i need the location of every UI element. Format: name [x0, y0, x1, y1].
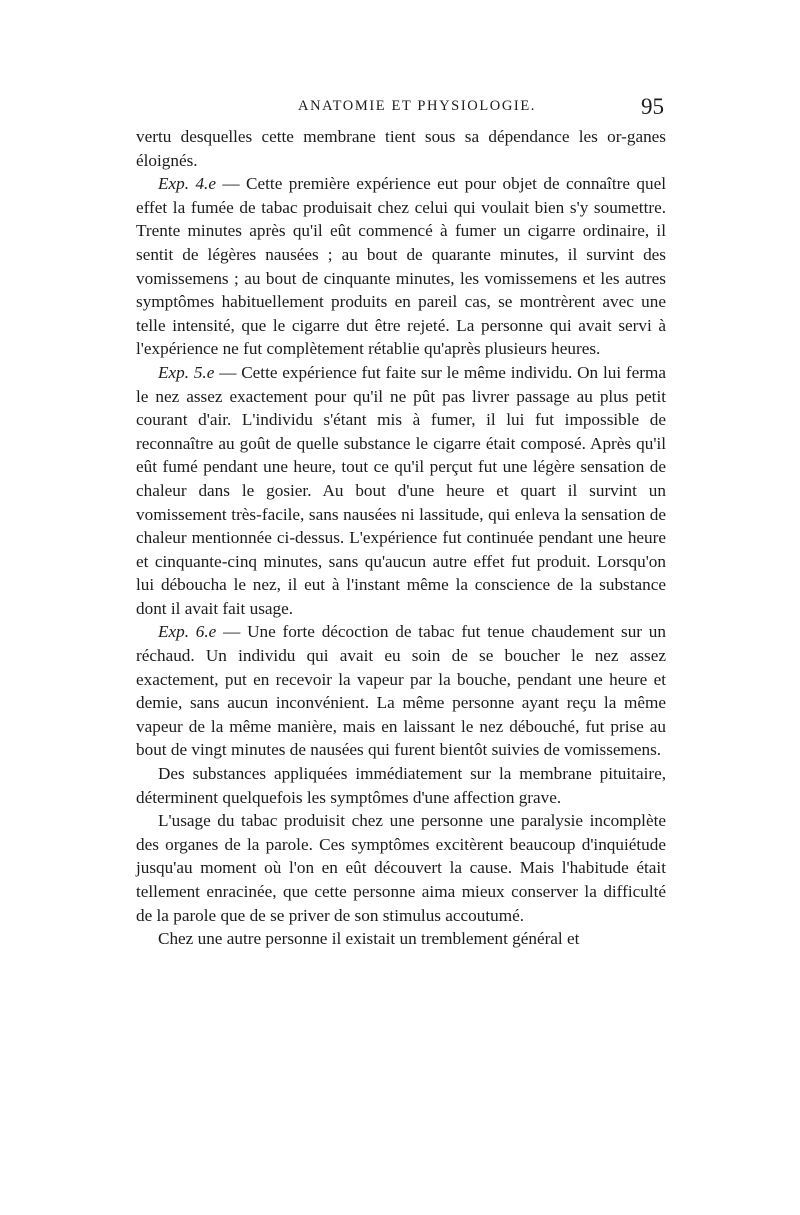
experiment-label: Exp. 4.e	[158, 174, 216, 194]
paragraph-text: Chez une autre personne il existait un tremblement général et	[158, 929, 580, 949]
paragraph-exp-6	[136, 620, 666, 762]
paragraph-text: — Cette première expérience eut pour objet de connaître quel effet la fumée de tabac produisait chez celui qui voulait bien s'y soumettre. Trente minutes après qu'il eût commencé à fumer un cigarre ordinaire, il sentit de légères nausées ; au bout de quarante minutes, il survint des vomissemens ; au bout de cinquante minutes, les vomissemens et les autres symptômes habituellement produits en pareil cas, se montrèrent avec une telle intensité, que le cigarre dut être rejeté. La personne qui avait servi à l'expérience ne fut complètement rétablie qu'après plusieurs heures.	[136, 174, 666, 359]
paragraph-tobacco-use	[136, 809, 666, 927]
page-number: 95	[641, 94, 664, 119]
body-text	[136, 125, 666, 951]
paragraph-exp-4	[136, 172, 666, 361]
paragraph-text: — Cette expérience fut faite sur le même individu. On lui ferma le nez assez exactement pour qu'il ne pût pas livrer passage au plus petit courant d'air. L'individu s'étant mis à fumer, il lui fut impossible de reconnaître au goût de quelle substance le cigarre était composé. Après qu'il eût fumé pendant une heure, tout ce qu'il perçut fut une légère sensation de chaleur dans le gosier. Au bout d'une heure et quart il survint un vomissement très-facile, sans nausées ni lassitude, qui enleva la sensation de chaleur mentionnée ci-dessus. L'expérience fut continuée pendant une heure et cinquante-cinq minutes, sans qu'aucun autre effet fut produit. Lorsqu'on lui déboucha le nez, il eut à l'instant même la conscience de la substance dont il avait fait usage.	[136, 362, 666, 618]
paragraph-exp-5	[136, 361, 666, 621]
paragraph-text: — Une forte décoction de tabac fut tenue chaudement sur un réchaud. Un individu qui avait eu soin de se boucher le nez assez exactement, put en recevoir la vapeur par la bouche, pendant une heure et demie, sans aucun inconvénient. La même personne ayant reçu la même vapeur de la même manière, mais en laissant le nez débouché, fut prise au bout de vingt minutes de nausées qui furent bientôt suivies de vomissemens.	[136, 622, 666, 760]
paragraph-continuation	[136, 125, 666, 172]
paragraph-tremor	[136, 927, 666, 951]
running-head: ANATOMIE ET PHYSIOLOGIE.	[298, 98, 537, 114]
paragraph-text: L'usage du tabac produisit chez une personne une paralysie incomplète des organes de la parole. Ces symptômes excitèrent beaucoup d'inquiétude jusqu'au moment où l'on en eût découvert la cause. Mais l'habitude était tellement enracinée, que cette personne aima mieux conserver la difficulté de la parole que de se priver de son stimulus accoutumé.	[136, 811, 666, 925]
experiment-label: Exp. 6.e	[158, 622, 217, 642]
page-header	[138, 96, 668, 122]
paragraph-text: Des substances appliquées immédiatement sur la membrane pituitaire, déterminent quelquefois les symptômes d'une affection grave.	[136, 764, 666, 807]
paragraph-pituitary	[136, 762, 666, 809]
paragraph-text: vertu desquelles cette membrane tient sous sa dépendance les or-ganes éloignés.	[136, 127, 666, 170]
experiment-label: Exp. 5.e	[158, 362, 215, 382]
